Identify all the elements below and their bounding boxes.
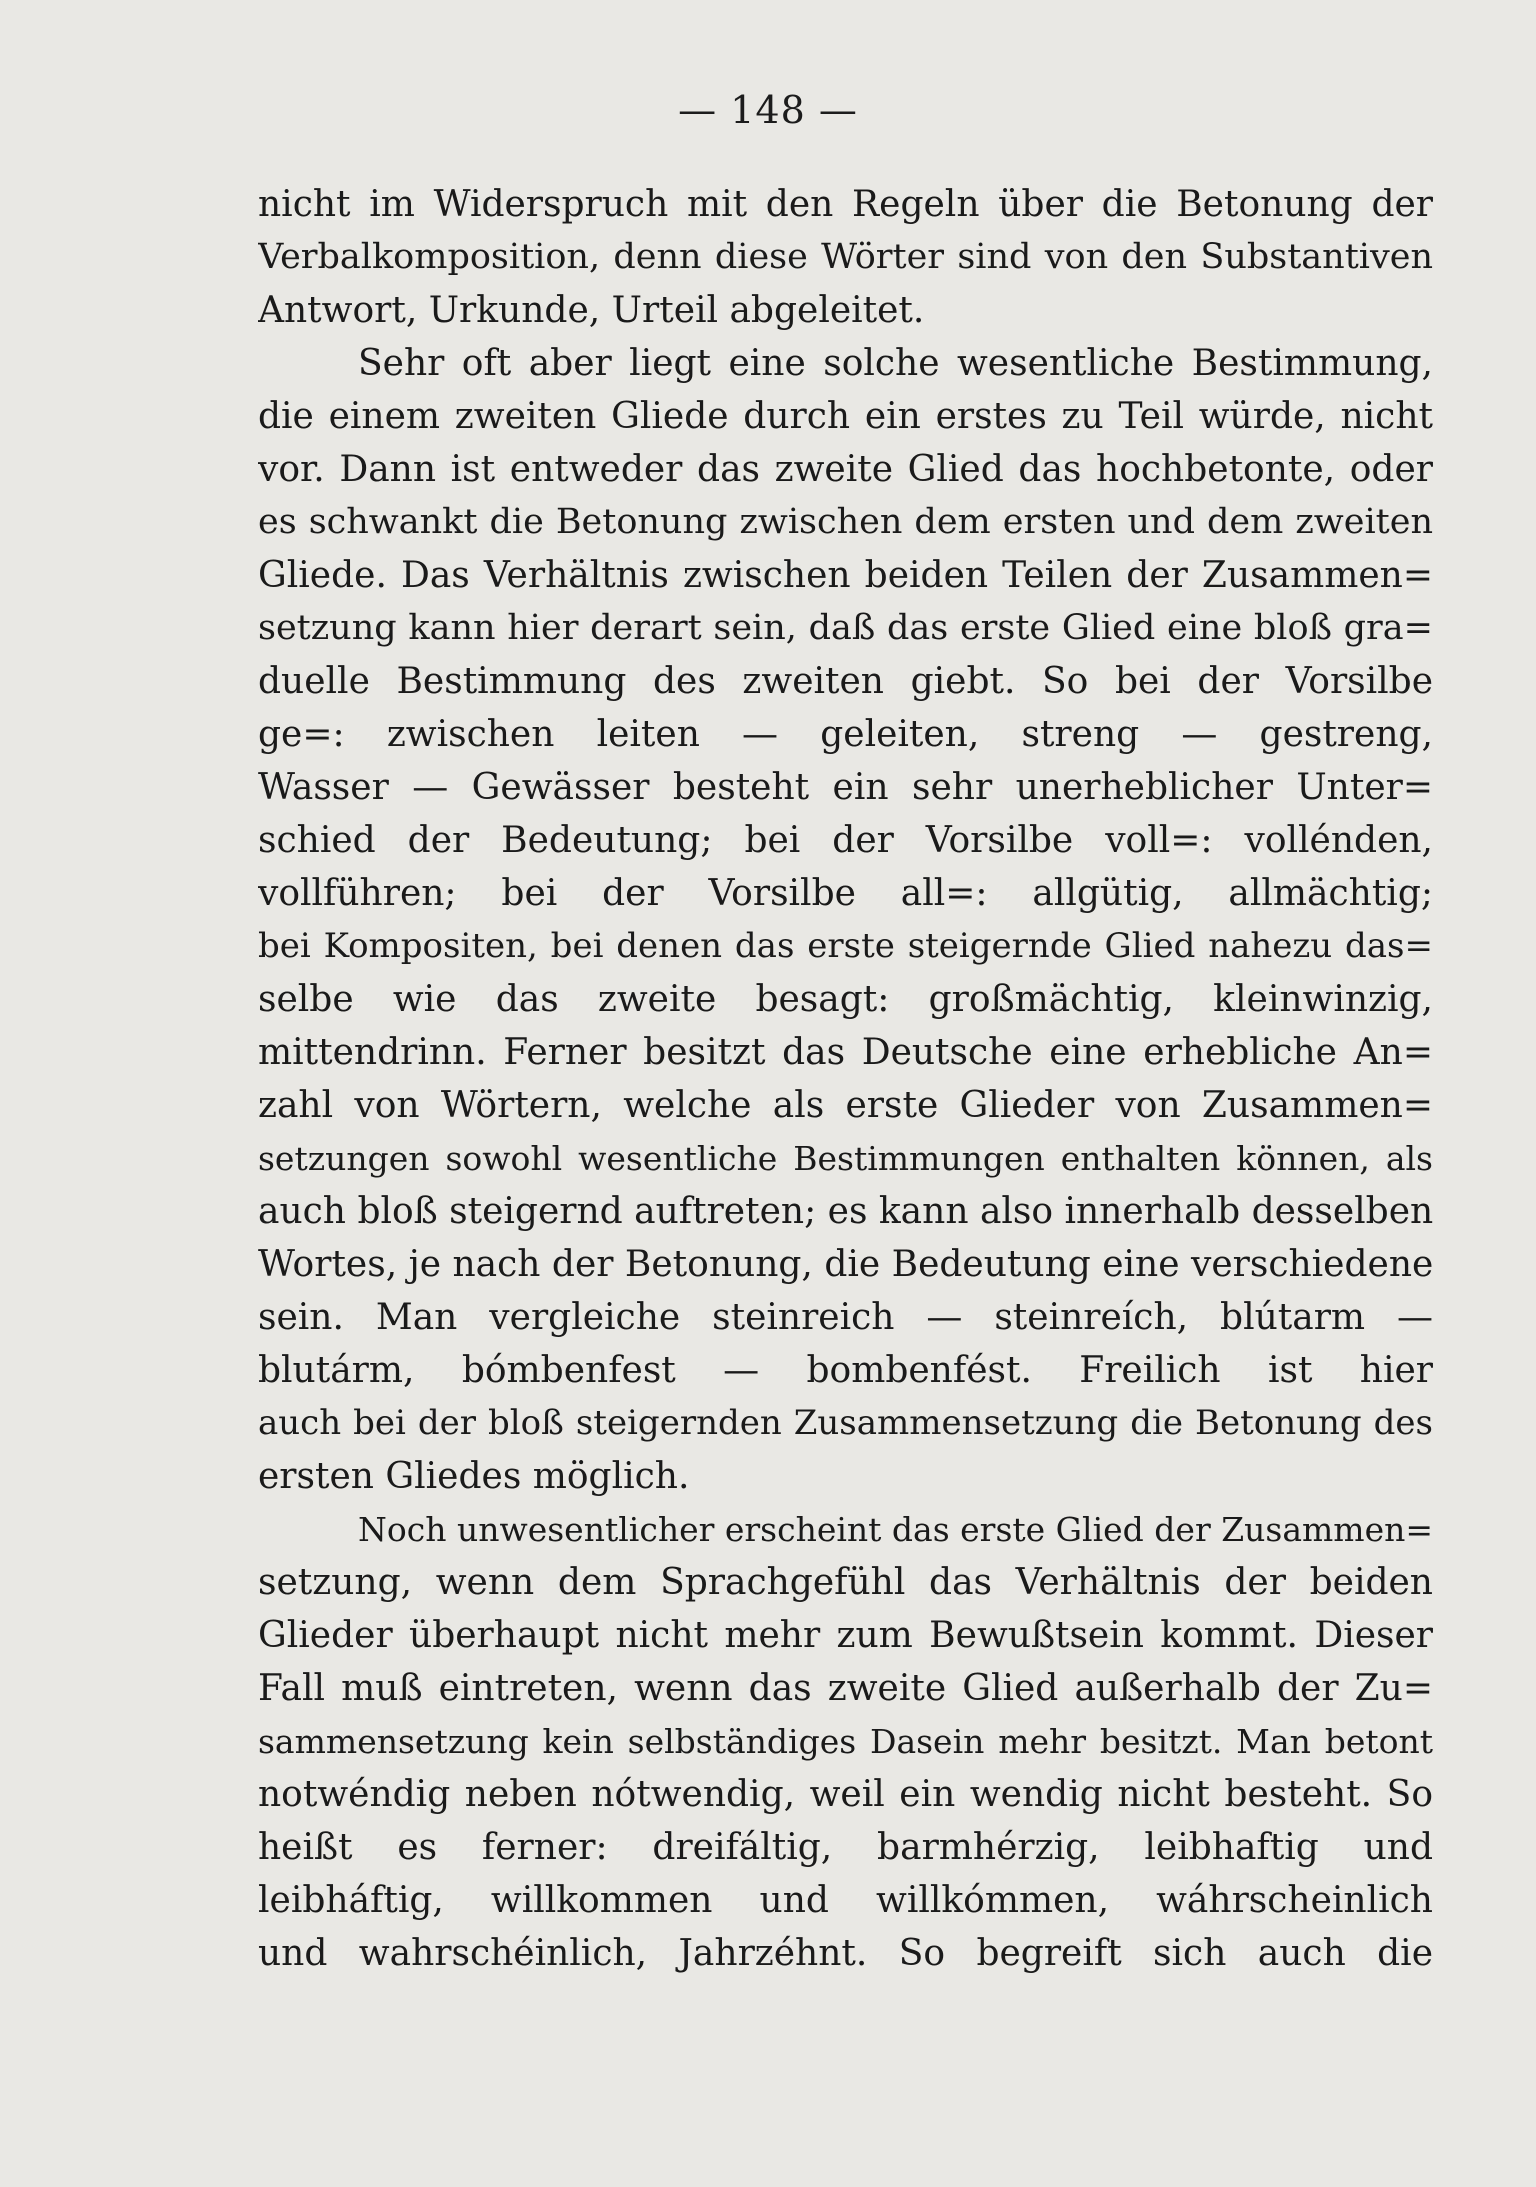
text-line: Glieder überhaupt nicht mehr zum Bewußtsein kommt. Dieser xyxy=(258,1615,1433,1656)
text-line: sammensetzung kein selbständiges Dasein mehr besitzt. Man betont xyxy=(258,1722,1433,1761)
text-line: leibháftig, willkommen und willkómmen, wáhrscheinlich xyxy=(258,1880,1433,1921)
text-line: mittendrinn. Ferner besitzt das Deutsche eine erhebliche An= xyxy=(258,1032,1433,1073)
text-line: bei Kompositen, bei denen das erste steigernde Glied nahezu das= xyxy=(258,926,1433,966)
text-line: und wahrschéinlich, Jahrzéhnt. So begreift sich auch die xyxy=(258,1933,1433,1974)
text-line: schied der Bedeutung; bei der Vorsilbe voll=: vollénden, xyxy=(258,820,1433,861)
text-line: auch bei der bloß steigernden Zusammensetzung die Betonung des xyxy=(258,1403,1433,1443)
text-line: blutárm, bómbenfest — bombenfést. Freilich ist hier xyxy=(258,1350,1433,1391)
text-line: Verbalkomposition, denn diese Wörter sind von den Substantiven xyxy=(258,237,1433,277)
text-line: selbe wie das zweite besagt: großmächtig, kleinwinzig, xyxy=(258,979,1433,1020)
text-line: die einem zweiten Gliede durch ein erstes zu Teil würde, nicht xyxy=(258,396,1433,437)
text-line: nicht im Widerspruch mit den Regeln über die Betonung der xyxy=(258,184,1433,225)
text-line: vor. Dann ist entweder das zweite Glied das hochbetonte, oder xyxy=(258,449,1433,490)
page-number: — 148 — xyxy=(678,88,858,132)
text-line: Fall muß eintreten, wenn das zweite Glied außerhalb der Zu= xyxy=(258,1668,1433,1709)
text-line: Wortes, je nach der Betonung, die Bedeutung eine verschiedene xyxy=(258,1244,1433,1285)
text-line: auch bloß steigernd auftreten; es kann also innerhalb desselben xyxy=(258,1191,1433,1232)
text-line: es schwankt die Betonung zwischen dem ersten und dem zweiten xyxy=(258,502,1433,542)
text-line: setzung kann hier derart sein, daß das erste Glied eine bloß gra= xyxy=(258,608,1433,648)
text-line: Wasser — Gewässer besteht ein sehr unerheblicher Unter= xyxy=(258,767,1433,808)
text-line: heißt es ferner: dreifáltig, barmhérzig, leibhaftig und xyxy=(258,1827,1433,1868)
text-line: Sehr oft aber liegt eine solche wesentliche Bestimmung, xyxy=(358,343,1433,384)
text-line: zahl von Wörtern, welche als erste Glieder von Zusammen= xyxy=(258,1085,1433,1126)
text-line: Gliede. Das Verhältnis zwischen beiden Teilen der Zusammen= xyxy=(258,555,1433,596)
text-line: duelle Bestimmung des zweiten giebt. So bei der Vorsilbe xyxy=(258,661,1433,702)
text-line: ge=: zwischen leiten — geleiten, streng — gestreng, xyxy=(258,714,1433,755)
text-line: notwéndig neben nótwendig, weil ein wendig nicht besteht. So xyxy=(258,1774,1433,1815)
text-line: Noch unwesentlicher erscheint das erste Glied der Zusammen= xyxy=(358,1510,1433,1549)
text-line: ersten Gliedes möglich. xyxy=(258,1456,690,1497)
text-line: sein. Man vergleiche steinreich — steinreích, blútarm — xyxy=(258,1297,1433,1338)
text-line: setzung, wenn dem Sprachgefühl das Verhältnis der beiden xyxy=(258,1562,1433,1603)
body-text xyxy=(258,178,1433,1980)
text-line: Antwort, Urkunde, Urteil abgeleitet. xyxy=(258,290,925,331)
text-line: setzungen sowohl wesentliche Bestimmungen enthalten können, als xyxy=(258,1139,1433,1178)
text-line: vollführen; bei der Vorsilbe all=: allgütig, allmächtig; xyxy=(258,873,1433,914)
